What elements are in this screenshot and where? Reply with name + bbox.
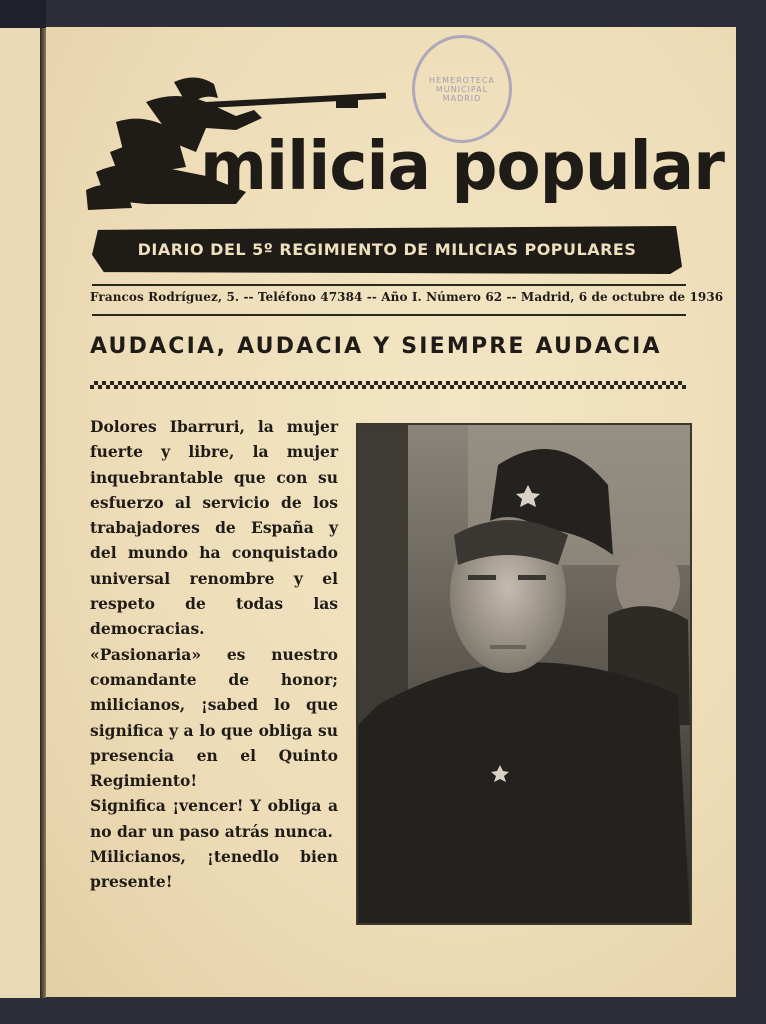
article-paragraph: «Pasionaria» es nuestro comandante de honor; milicianos, ¡sabed lo que significa y a lo que obliga su presencia en el Quinto Regimiento!	[90, 644, 338, 791]
divider-top	[92, 284, 686, 286]
portrait-photo-image	[358, 425, 690, 923]
masthead-title: milicia popular	[200, 127, 724, 205]
imprint-line: Francos Rodríguez, 5. -- Teléfono 47384 -- Año I. Número 62 -- Madrid, 6 de octubre de 1936	[90, 290, 724, 304]
article-paragraph: Milicianos, ¡tenedlo bien presente!	[90, 847, 338, 892]
article-body	[90, 414, 338, 895]
background-corner	[0, 0, 46, 28]
article-paragraph: Significa ¡vencer! Y obliga a no dar un paso atrás nunca.	[90, 796, 338, 841]
divider-bottom	[92, 314, 686, 316]
stamp-text: HEMEROTECA MUNICIPAL MADRID	[429, 76, 495, 103]
portrait-photo	[356, 423, 692, 925]
article-paragraph: Dolores Ibarruri, la mujer fuerte y libre, la mujer inquebrantable que con su esfuerzo al servicio de los trabajadores de España y del mundo ha conquistado universal renombre y el respeto de todas las democracias.	[90, 417, 338, 639]
headline: AUDACIA, AUDACIA Y SIEMPRE AUDACIA	[90, 334, 662, 359]
checkered-divider	[90, 381, 686, 389]
masthead-subtitle: DIARIO DEL 5º REGIMIENTO DE MILICIAS POPULARES	[137, 240, 637, 259]
